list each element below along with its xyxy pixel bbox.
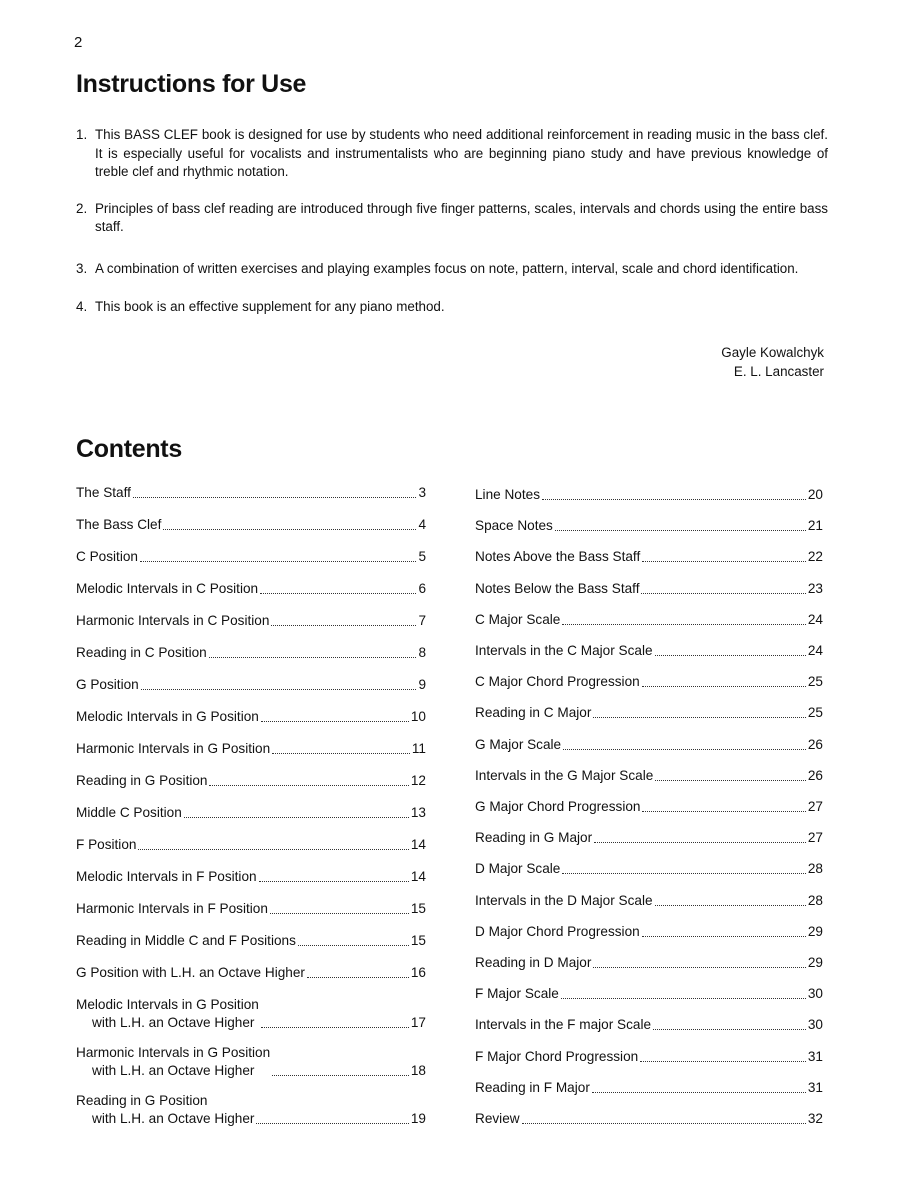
toc-entry-subtitle: with L.H. an Octave Higher: [92, 1063, 255, 1078]
toc-entry-page: 24: [807, 612, 823, 627]
toc-entry-page: 23: [807, 581, 823, 596]
dot-leader: [655, 655, 806, 656]
instruction-text: This BASS CLEF book is designed for use by students who need additional reinforcement in reading music in the bass clef. It is especially useful for vocalists and instrumentalists who are beginning piano study and have previous knowledge of treble clef and rhythmic notation.: [95, 127, 828, 179]
dot-leader: [209, 785, 408, 786]
toc-entry: [475, 892, 823, 910]
toc-entry-title: G Position: [76, 677, 139, 692]
toc-entry-title: Intervals in the D Major Scale: [475, 893, 653, 908]
toc-entry-page: 30: [807, 986, 823, 1001]
toc-entry-title: Harmonic Intervals in G Position: [76, 1045, 271, 1060]
instruction-text: A combination of written exercises and playing examples focus on note, pattern, interval, scale and chord identification.: [95, 260, 799, 276]
dot-leader: [563, 749, 806, 750]
dot-leader: [642, 561, 806, 562]
dot-leader: [561, 998, 806, 999]
toc-entry: [76, 708, 426, 726]
dot-leader: [261, 721, 409, 722]
dot-leader: [642, 811, 805, 812]
toc-entry-page: 30: [807, 1017, 823, 1032]
dot-leader: [259, 881, 409, 882]
toc-entry-title: G Position with L.H. an Octave Higher: [76, 965, 305, 980]
toc-entry: [76, 932, 426, 950]
toc-entry-title: Line Notes: [475, 487, 540, 502]
toc-entry-title: G Major Scale: [475, 737, 562, 752]
toc-entry-page: 14: [410, 837, 426, 852]
dot-leader: [260, 593, 416, 594]
toc-entry-title: F Major Chord Progression: [475, 1049, 639, 1064]
instruction-text: Principles of bass clef reading are introduced through five finger patterns, scales, intervals and chords using the entire bass staff.: [95, 200, 828, 234]
dot-leader: [141, 689, 417, 690]
toc-entry-page: 4: [418, 517, 426, 532]
toc-entry-page: 32: [807, 1111, 823, 1126]
toc-entry: [76, 772, 426, 790]
toc-entry: [475, 1110, 823, 1128]
dot-leader: [542, 499, 806, 500]
toc-entry-page: 21: [807, 518, 823, 533]
dot-leader: [270, 913, 409, 914]
dot-leader: [655, 905, 806, 906]
toc-entry: [475, 642, 823, 660]
toc-entry: [475, 1016, 823, 1034]
toc-entry: [76, 676, 426, 694]
toc-entry-page: 29: [807, 955, 823, 970]
toc-entry-page: 27: [807, 799, 823, 814]
dot-leader: [140, 561, 416, 562]
dot-leader: [272, 753, 410, 754]
toc-entry: [475, 829, 823, 847]
toc-entry: [76, 612, 426, 630]
dot-leader: [307, 977, 409, 978]
instruction-item: [76, 200, 828, 237]
toc-entry-subtitle: with L.H. an Octave Higher: [92, 1015, 255, 1030]
toc-entry: [475, 486, 823, 504]
dot-leader: [256, 1123, 408, 1124]
toc-entry-title: Reading in G Position: [76, 1093, 208, 1108]
instructions-title: Instructions for Use: [76, 70, 307, 98]
toc-entry-title: C Major Chord Progression: [475, 674, 640, 689]
toc-entry: [475, 860, 823, 878]
toc-entry-title: The Bass Clef: [76, 517, 162, 532]
toc-entry: [76, 516, 426, 534]
toc-entry-title: Harmonic Intervals in C Position: [76, 613, 270, 628]
dot-leader: [642, 936, 806, 937]
toc-entry-page: 7: [418, 613, 426, 628]
instruction-number: 4.: [76, 299, 88, 314]
toc-entry-title: Review: [475, 1111, 520, 1126]
toc-entry-page: 3: [418, 485, 426, 500]
toc-entry-page: 31: [807, 1080, 823, 1095]
author-name: E. L. Lancaster: [733, 364, 824, 379]
toc-entry-page: 22: [807, 549, 823, 564]
toc-entry-page: 28: [807, 861, 823, 876]
dot-leader: [261, 1027, 409, 1028]
toc-entry-page: 10: [410, 709, 426, 724]
toc-entry-page: 27: [807, 830, 823, 845]
toc-entry: [475, 798, 823, 816]
toc-entry: [475, 704, 823, 722]
toc-entry-page: 14: [410, 869, 426, 884]
dot-leader: [593, 717, 806, 718]
contents-title: Contents: [76, 435, 182, 463]
dot-leader: [594, 842, 806, 843]
toc-entry-title: Intervals in the G Major Scale: [475, 768, 654, 783]
toc-entry-title: Harmonic Intervals in F Position: [76, 901, 268, 916]
toc-entry: [475, 954, 823, 972]
toc-entry-page: 20: [807, 487, 823, 502]
toc-entry-title: D Major Chord Progression: [475, 924, 640, 939]
toc-entry-title: Melodic Intervals in F Position: [76, 869, 257, 884]
dot-leader: [184, 817, 409, 818]
toc-entry: [475, 673, 823, 691]
dot-leader: [641, 593, 805, 594]
toc-entry: [76, 644, 426, 662]
toc-entry-page: 17: [410, 1015, 426, 1030]
toc-entry-title: Harmonic Intervals in G Position: [76, 741, 271, 756]
toc-entry-page: 9: [418, 677, 426, 692]
instruction-number: 3.: [76, 260, 88, 276]
toc-entry: [76, 900, 426, 918]
dot-leader: [642, 686, 806, 687]
toc-entry: [475, 517, 823, 535]
toc-entry: [76, 484, 426, 502]
author-name: Gayle Kowalchyk: [721, 345, 824, 360]
toc-entry-page: 13: [410, 805, 426, 820]
toc-entry-title: Reading in Middle C and F Positions: [76, 933, 296, 948]
toc-entry-page: 18: [410, 1063, 426, 1078]
dot-leader: [655, 780, 806, 781]
dot-leader: [593, 967, 806, 968]
toc-entry-page: 15: [410, 933, 426, 948]
dot-leader: [653, 1029, 806, 1030]
dot-leader: [163, 529, 416, 530]
toc-entry: [76, 964, 426, 982]
toc-entry: [475, 767, 823, 785]
toc-entry-title: Reading in G Major: [475, 830, 593, 845]
toc-entry-title: Middle C Position: [76, 805, 182, 820]
toc-entry-title: Reading in F Major: [475, 1080, 590, 1095]
toc-entry-page: 25: [807, 705, 823, 720]
toc-entry-page: 26: [807, 737, 823, 752]
toc-entry: [475, 611, 823, 629]
toc-entry: [475, 548, 823, 566]
toc-entry-page: 26: [807, 768, 823, 783]
toc-entry-title: D Major Scale: [475, 861, 561, 876]
toc-entry: [76, 548, 426, 566]
toc-entry-title: C Major Scale: [475, 612, 561, 627]
toc-entry-title: G Major Chord Progression: [475, 799, 641, 814]
toc-entry-page: 29: [807, 924, 823, 939]
toc-entry-page: 6: [418, 581, 426, 596]
authors-block: [721, 343, 824, 381]
toc-entry: [76, 868, 426, 886]
toc-entry-title: Melodic Intervals in C Position: [76, 581, 259, 596]
toc-entry-title: Notes Below the Bass Staff: [475, 581, 640, 596]
toc-entry: [475, 1048, 823, 1066]
dot-leader: [272, 1075, 409, 1076]
toc-entry-title: Melodic Intervals in G Position: [76, 997, 259, 1012]
page-number: 2: [74, 34, 83, 51]
instruction-item: [76, 298, 828, 317]
toc-entry-page: 8: [418, 645, 426, 660]
toc-entry-page: 15: [410, 901, 426, 916]
toc-entry-page: 25: [807, 674, 823, 689]
instruction-number: 2.: [76, 200, 88, 216]
toc-entry-title: Intervals in the F major Scale: [475, 1017, 652, 1032]
instruction-number: 1.: [76, 127, 88, 142]
toc-entry-title: Reading in D Major: [475, 955, 592, 970]
dot-leader: [640, 1061, 806, 1062]
instructions-list: [76, 126, 828, 317]
toc-entry: [76, 996, 426, 1032]
toc-entry-title: Intervals in the C Major Scale: [475, 643, 653, 658]
dot-leader: [138, 849, 408, 850]
toc-entry: [475, 923, 823, 941]
toc-entry: [475, 736, 823, 754]
toc-entry-page: 5: [418, 549, 426, 564]
dot-leader: [592, 1092, 806, 1093]
instruction-item: [76, 126, 828, 182]
toc-entry-page: 24: [807, 643, 823, 658]
toc-entry: [76, 1044, 426, 1080]
toc-entry-page: 12: [410, 773, 426, 788]
toc-entry-title: Notes Above the Bass Staff: [475, 549, 641, 564]
toc-entry: [76, 1092, 426, 1128]
toc-entry: [76, 580, 426, 598]
dot-leader: [522, 1123, 806, 1124]
toc-entry-page: 31: [807, 1049, 823, 1064]
toc-entry-page: 19: [410, 1111, 426, 1126]
toc-entry-title: Space Notes: [475, 518, 553, 533]
toc-entry-title: The Staff: [76, 485, 131, 500]
toc-entry-subtitle: with L.H. an Octave Higher: [92, 1111, 255, 1126]
toc-entry-title: Melodic Intervals in G Position: [76, 709, 259, 724]
toc-entry: [475, 1079, 823, 1097]
toc-entry-title: F Position: [76, 837, 137, 852]
dot-leader: [209, 657, 417, 658]
instruction-item: [76, 260, 828, 279]
toc-entry-title: Reading in C Position: [76, 645, 207, 660]
instruction-text: This book is an effective supplement for any piano method.: [95, 299, 445, 314]
dot-leader: [133, 497, 417, 498]
dot-leader: [271, 625, 416, 626]
dot-leader: [562, 624, 806, 625]
toc-entry: [475, 580, 823, 598]
toc-entry-page: 11: [411, 741, 426, 756]
toc-entry-title: F Major Scale: [475, 986, 559, 1001]
dot-leader: [298, 945, 409, 946]
toc-entry-page: 28: [807, 893, 823, 908]
toc-entry: [76, 836, 426, 854]
toc-entry-title: Reading in G Position: [76, 773, 208, 788]
toc-entry-page: 16: [410, 965, 426, 980]
toc-entry: [76, 740, 426, 758]
toc-entry-title: C Position: [76, 549, 138, 564]
toc-entry: [475, 985, 823, 1003]
dot-leader: [562, 873, 806, 874]
toc-entry-title: Reading in C Major: [475, 705, 592, 720]
dot-leader: [555, 530, 806, 531]
toc-entry: [76, 804, 426, 822]
